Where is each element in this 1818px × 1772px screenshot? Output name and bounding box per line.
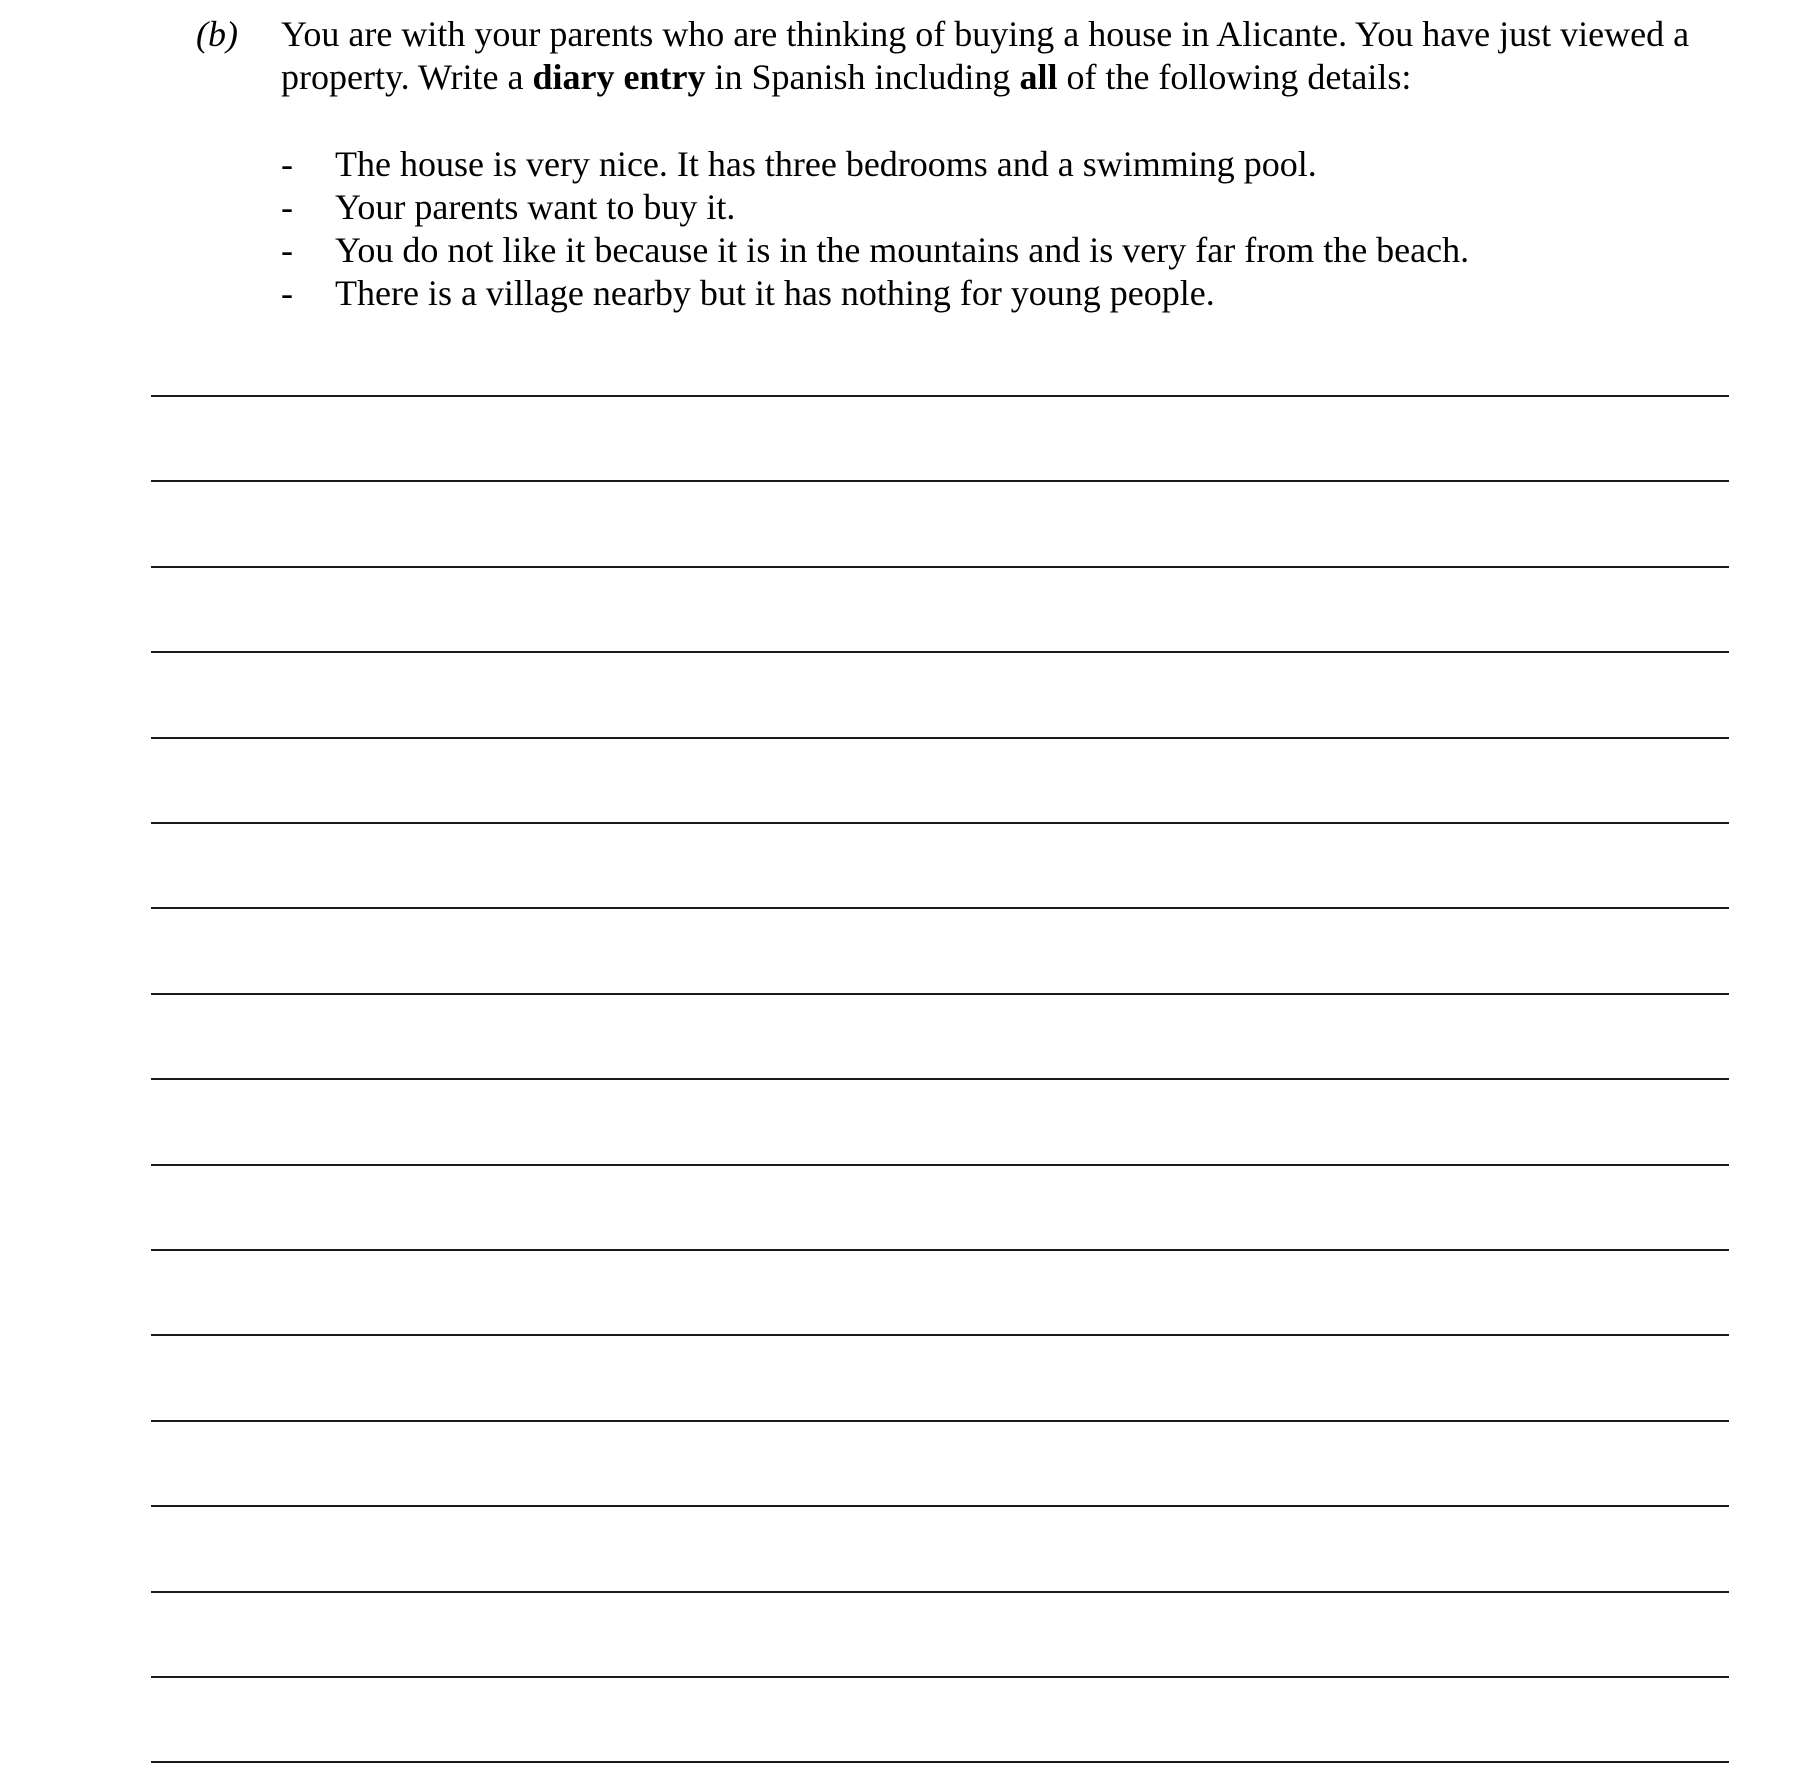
answer-line[interactable] (151, 737, 1729, 739)
question-label: (b) (196, 14, 238, 54)
answer-writing-area[interactable] (151, 0, 1729, 1772)
answer-line[interactable] (151, 1676, 1729, 1678)
prompt-text-1: You are with your parents who are thinking of buying a house in Alicante. You have just viewed a property. Write a (281, 14, 1690, 97)
prompt-text-2: in Spanish including (705, 57, 1020, 97)
dash-bullet-icon: - (281, 273, 293, 313)
answer-line[interactable] (151, 907, 1729, 909)
detail-text: There is a village nearby but it has nothing for young people. (335, 273, 1215, 313)
answer-line[interactable] (151, 1591, 1729, 1593)
detail-text: Your parents want to buy it. (335, 187, 736, 227)
dash-bullet-icon: - (281, 187, 293, 227)
answer-line[interactable] (151, 651, 1729, 653)
answer-line[interactable] (151, 1249, 1729, 1251)
answer-line[interactable] (151, 395, 1729, 397)
prompt-text-3: of the following details: (1057, 57, 1412, 97)
answer-line[interactable] (151, 1420, 1729, 1422)
answer-line[interactable] (151, 1078, 1729, 1080)
detail-text: The house is very nice. It has three bedrooms and a swimming pool. (335, 144, 1317, 184)
answer-line[interactable] (151, 1505, 1729, 1507)
answer-line[interactable] (151, 566, 1729, 568)
answer-line[interactable] (151, 1761, 1729, 1763)
prompt-emphasis-diary-entry: diary entry (532, 57, 706, 97)
detail-text: You do not like it because it is in the mountains and is very far from the beach. (335, 230, 1470, 270)
dash-bullet-icon: - (281, 230, 293, 270)
dash-bullet-icon: - (281, 144, 293, 184)
answer-line[interactable] (151, 993, 1729, 995)
answer-line[interactable] (151, 1164, 1729, 1166)
answer-line[interactable] (151, 822, 1729, 824)
prompt-emphasis-all: all (1019, 57, 1058, 97)
answer-line[interactable] (151, 480, 1729, 482)
answer-line[interactable] (151, 1334, 1729, 1336)
